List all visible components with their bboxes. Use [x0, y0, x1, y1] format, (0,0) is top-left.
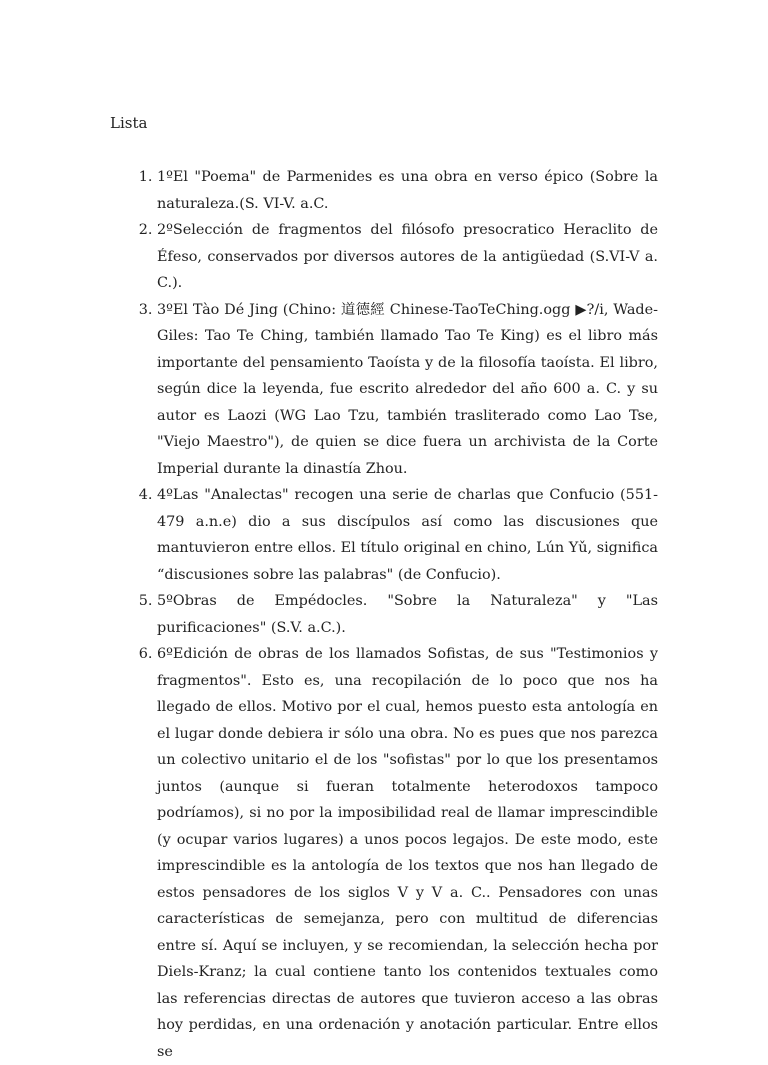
document-page [110, 112, 658, 1065]
list-item-4: 4. 4ºLas "Analectas" recogen una serie de charlas que Confucio (551-479 a.n.e) dio a sus discípulos así como las discusiones que mantuvieron entre ellos. El título original en chino, Lún Yǔ, significa “discusiones sobre las palabras" (de Confucio). [157, 482, 658, 588]
list-heading: Lista [110, 114, 148, 132]
list-item-6: 6. 6ºEdición de obras de los llamados Sofistas, de sus "Testimonios y fragmentos". Esto es, una recopilación de lo poco que nos ha llegado de ellos. Motivo por el cual, hemos puesto esta antología en el lugar donde debiera ir sólo una obra. No es pues que nos parezca un colectivo unitario el de los "sofistas" por lo que los presentamos juntos (aunque si fueran totalmente heterodoxos tampoco podríamos), si no por la imposibilidad real de llamar imprescindible (y ocupar varios lugares) a unos pocos legajos. De este modo, este imprescindible es la antología de los textos que nos han llegado de estos pensadores de los siglos V y V a. C.. Pensadores con unas características de semejanza, pero con multitud de diferencias entre sí. Aquí se incluyen, y se recomiendan, la selección hecha por Diels-Kranz; la cual contiene tanto los contenidos textuales como las referencias directas de autores que tuvieron acceso a las obras hoy perdidas, en una ordenación y anotación particular. Entre ellos se [157, 641, 658, 1065]
list-item-2: 2. 2ºSelección de fragmentos del filósofo presocratico Heraclito de Éfeso, conservados por diversos autores de la antigüedad (S.VI-V a. C.). [157, 217, 658, 297]
list-item-3: 3. 3ºEl Tào Dé Jing (Chino: 道德經 Chinese-TaoTeChing.ogg ▶?/i, Wade-Giles: Tao Te Ching, también llamado Tao Te King) es el libro más importante del pensamiento Taoísta y de la filosofía taoísta. El libro, según dice la leyenda, fue escrito alrededor del año 600 a. C. y su autor es Laozi (WG Lao Tzu, también trasliterado como Lao Tse, "Viejo Maestro"), de quien se dice fuera un archivista de la Corte Imperial durante la dinastía Zhou. [157, 297, 658, 483]
works-list [110, 164, 658, 1065]
list-item-5: 5. 5ºObras de Empédocles. "Sobre la Naturaleza" y "Las purificaciones" (S.V. a.C.). [157, 588, 658, 641]
list-item-1: 1. 1ºEl "Poema" de Parmenides es una obra en verso épico (Sobre la naturaleza.(S. VI-V. a.C. [157, 164, 658, 217]
